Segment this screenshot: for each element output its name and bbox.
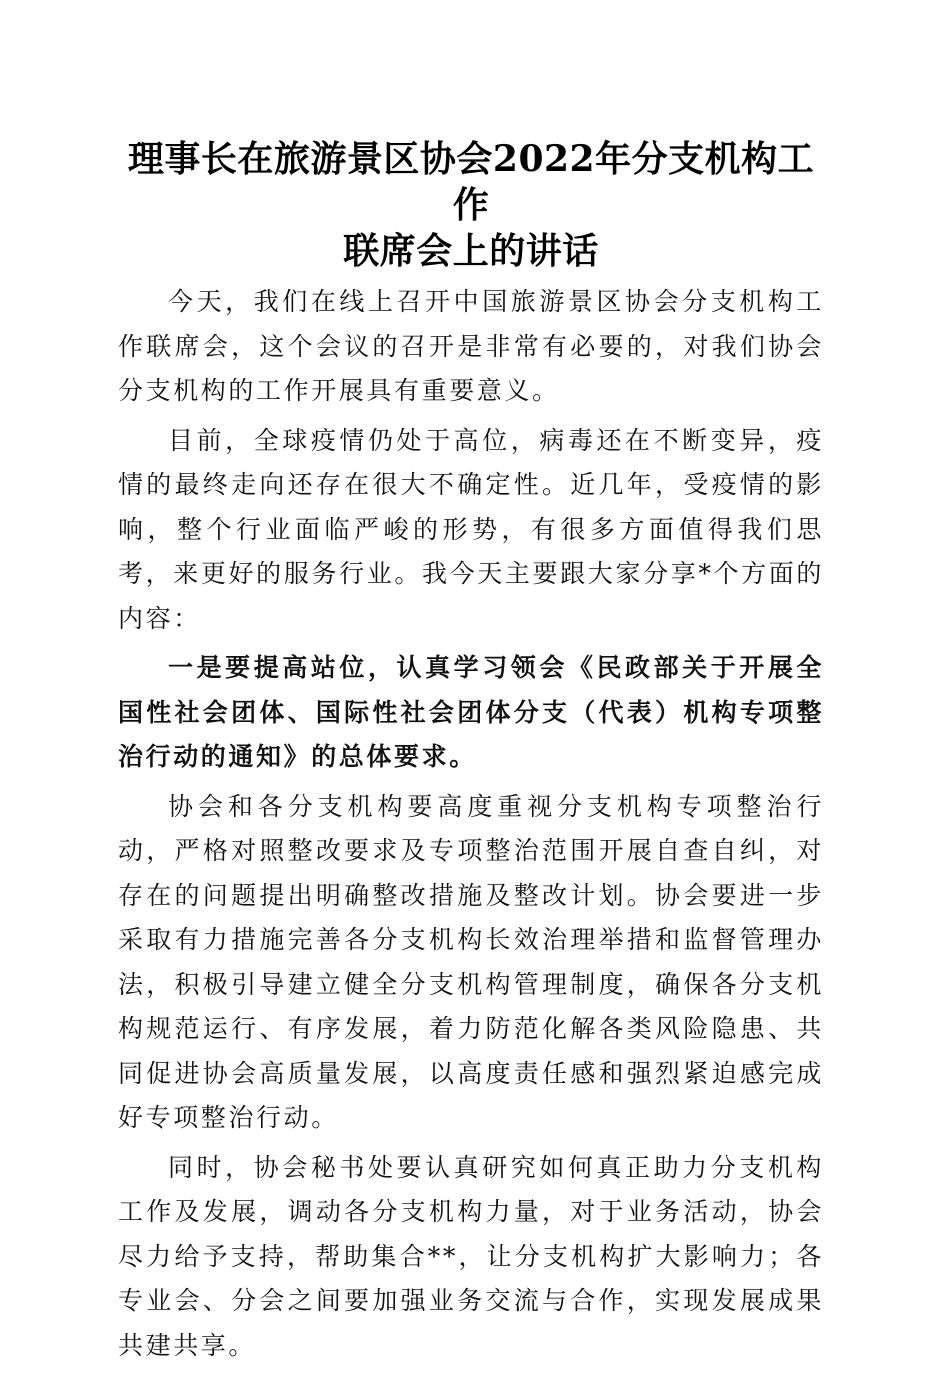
paragraph-situation: 目前，全球疫情仍处于高位，病毒还在不断变异，疫情的最终走向还存在很大不确定性。近几年，受疫情的影响，整个行业面临严峻的形势，有很多方面值得我们思考，来更好的服务行业。我今天主要跟大家分享*个方面的内容： (118, 425, 824, 633)
paragraph-point-one-heading: 一是要提高站位，认真学习领会《民政部关于开展全国性社会团体、国际性社会团体分支（代表）机构专项整治行动的通知》的总体要求。 (118, 653, 824, 771)
document-title (118, 136, 824, 274)
title-line-1: 理事长在旅游景区协会2022年分支机构工作 (127, 138, 815, 226)
paragraph-opening: 今天，我们在线上召开中国旅游景区协会分支机构工作联席会，这个会议的召开是非常有必要的，对我们协会分支机构的工作开展具有重要意义。 (118, 287, 824, 405)
paragraph-secretariat-support: 同时，协会秘书处要认真研究如何真正助力分支机构工作及发展，调动各分支机构力量，对于业务活动，协会尽力给予支持，帮助集合**，让分支机构扩大影响力；各专业会、分会之间要加强业务交流与合作，实现发展成果共建共享。 (118, 1152, 824, 1360)
document-page (118, 136, 824, 1373)
document-body (118, 280, 824, 1368)
paragraph-rectification: 协会和各分支机构要高度重视分支机构专项整治行动，严格对照整改要求及专项整治范围开展自查自纠，对存在的问题提出明确整改措施及整改计划。协会要进一步采取有力措施完善各分支机构长效治理举措和监督管理办法，积极引导建立健全分支机构管理制度，确保各分支机构规范运行、有序发展，着力防范化解各类风险隐患、共同促进协会高质量发展，以高度责任感和强烈紧迫感完成好专项整治行动。 (118, 791, 824, 1132)
title-line-2: 联席会上的讲话 (343, 230, 599, 272)
